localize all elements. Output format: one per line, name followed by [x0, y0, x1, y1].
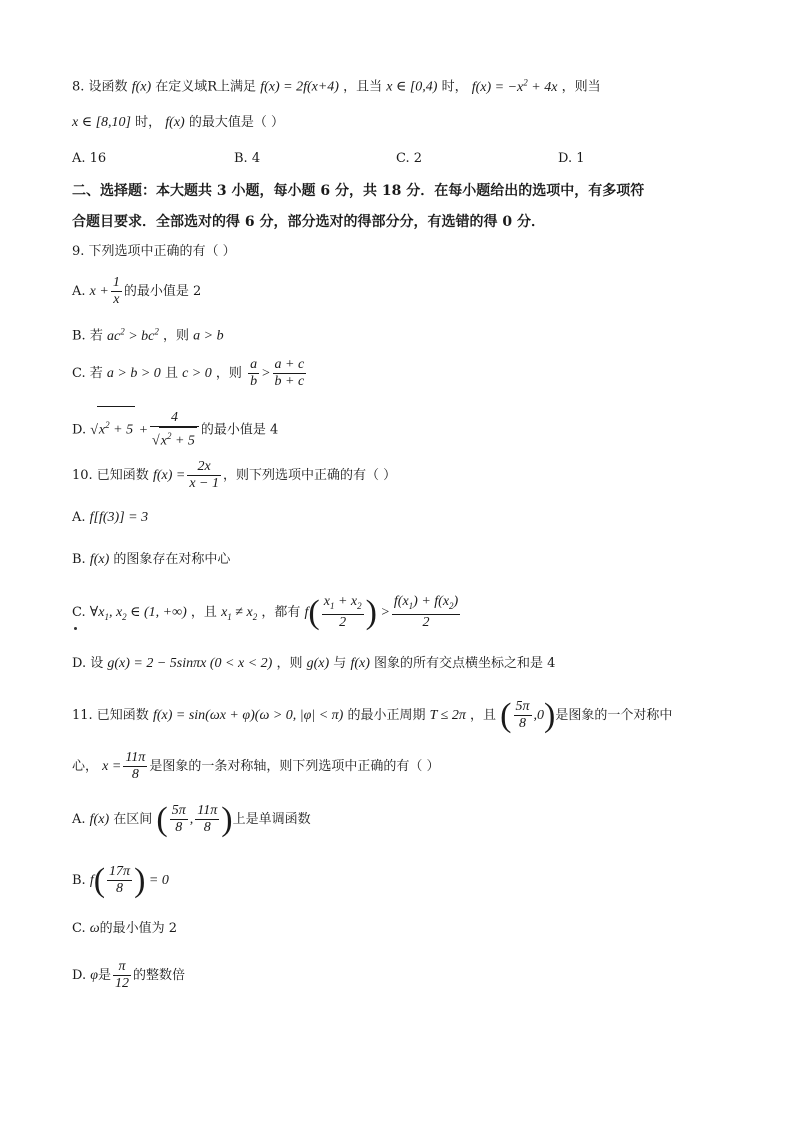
q10-d-math2: g(x): [306, 656, 330, 671]
q8-prefix: 8. 设函数: [72, 79, 128, 95]
q10-c-mid2: ，都有: [261, 604, 301, 620]
q10-fraction: $\frac{2x}{x - 1}$: [189, 459, 219, 491]
q10-option-c: [72, 594, 462, 635]
q9-a-math: x +: [89, 284, 109, 299]
q11-b-frac: $\frac{17\pi}{8}$: [109, 864, 131, 896]
q10-d-text: 图象的所有交点横坐标之和是 4: [374, 656, 556, 671]
q8-text-e: 时，: [135, 115, 162, 130]
q11-b-math-end: ) = 0: [134, 861, 169, 899]
q11-d-text: 的整数倍: [133, 968, 186, 983]
q9-b-math: $ac^2 > bc^2$: [106, 326, 159, 344]
q10-stem: [72, 459, 396, 493]
q11-a-math: f(x): [89, 812, 110, 827]
q11-stem-b: 的最小正周期: [347, 708, 426, 723]
q9-b-mid: ，则: [163, 328, 190, 344]
q10-c-math2: $x_1 \ne x_2$: [221, 604, 258, 622]
q11-c-label: C.: [72, 921, 86, 936]
q9-d-fraction: $\frac{4}{√x^2 + 5}$: [150, 410, 199, 450]
q10-stem-b: ，则下列选项中正确的有（ ）: [223, 468, 397, 483]
q11-c-text: 的最小值为 2: [99, 921, 178, 936]
q11-b-label: B.: [72, 873, 86, 888]
q9-stem: 9. 下列选项中正确的有（ ）: [72, 244, 236, 259]
q11-a-frac2: $\frac{11\pi}{8}$: [197, 803, 218, 835]
q8-option-a: A. 16: [72, 151, 107, 166]
q11-d-mid: 是: [97, 968, 111, 983]
q8-line2: [72, 113, 284, 133]
q10-c-math3: f(: [304, 593, 320, 631]
section2-heading-line2: 合题目要求．全部选对的得 6 分，部分选对的得部分分，有选错的得 0 分．: [72, 214, 545, 230]
q9-c-frac2: $\frac{a + c}{b + c}$: [274, 357, 305, 389]
q10-c-label: C.: [72, 604, 86, 620]
q8-text-a: 在定义域R上满足: [155, 79, 257, 95]
q10-d-mid: ，则: [276, 656, 303, 671]
q10-option-b: [72, 550, 230, 570]
q11-stem-line1: [72, 698, 672, 734]
q11-d-math: φ: [90, 968, 98, 983]
q8-option-c: C. 2: [396, 151, 423, 166]
q11-option-d: [72, 958, 185, 994]
q9-c-mid1: 且: [164, 366, 178, 381]
q10-c-frac2: $\frac{f(x_1) + f(x_2)}{2}$: [393, 594, 459, 630]
q11-stem-line2: [72, 749, 439, 785]
q9-b-label: B. 若: [72, 328, 103, 344]
q11-math-point: (: [500, 696, 512, 734]
q10-c-math4: ) >: [365, 593, 390, 631]
q9-c-gt: >: [261, 366, 271, 381]
q11-b-math: f(: [89, 861, 106, 899]
q10-d-math1: g(x) = 2 − 5sinπx (0 < x < 2): [107, 656, 273, 671]
q8-text-d: ，则当: [561, 79, 601, 95]
q8-option-b: B. 4: [234, 151, 261, 166]
q8-text-b: ，且当: [343, 79, 383, 95]
q9-a-label: A.: [72, 284, 86, 299]
q10-math-fx: f(x) =: [152, 468, 186, 483]
q11-a-comma: ,: [189, 812, 194, 827]
q11-option-c: [72, 919, 177, 939]
q11-frac-5pi8: $\frac{5\pi}{8}$: [515, 699, 530, 731]
q11-d-frac: $\frac{\pi}{12}$: [115, 959, 129, 991]
q9-c-label: C. 若: [72, 366, 103, 381]
q11-stem-d: 是图象的一个对称中: [555, 708, 673, 723]
q8-line1: [72, 72, 601, 98]
q10-c-math1: $\forall x_1$, $x_2$ ∈ (1, +∞): [89, 604, 187, 622]
q11-a-paren-open: (: [156, 800, 168, 838]
q9-a-fraction: $\frac{1}{x}$: [112, 275, 120, 307]
q9-c-mid2: ，则: [215, 366, 242, 381]
q9-option-c: [72, 357, 308, 391]
q9-d-text: 的最小值是 4: [200, 422, 279, 438]
q10-d-mid2: 与: [333, 656, 347, 671]
q11-d-label: D.: [72, 968, 87, 983]
q9-b-math2: a > b: [193, 328, 224, 344]
q10-stem-a: 10. 已知函数: [72, 468, 149, 483]
q11-line2-a: 心，: [72, 759, 99, 774]
q10-b-text: 的图象存在对称中心: [113, 552, 231, 567]
q9-a-text: 的最小值是 2: [123, 284, 202, 299]
q10-c-frac1: $\frac{x_1 + x_2}{2}$: [323, 594, 362, 630]
q9-c-math1: a > b > 0: [106, 366, 161, 381]
q10-d-math3: f(x): [350, 656, 370, 671]
q8-math-equation: f(x) = 2f(x+4): [260, 79, 339, 95]
q11-math-point-end: ,0): [533, 696, 556, 734]
q9-d-label: D.: [72, 422, 87, 438]
q11-option-a: [72, 802, 311, 838]
q10-option-d: [72, 654, 555, 674]
q11-c-math: ω: [89, 921, 100, 936]
q10-b-math: f(x): [89, 552, 110, 567]
q8-text-f: 的最大值是（ ）: [188, 115, 284, 130]
q11-option-b: [72, 863, 169, 899]
q8-option-d: D. 1: [558, 151, 585, 166]
q9-option-d: [72, 406, 278, 450]
q8-math-def: $f(x) = -x^2 + 4x$: [471, 77, 558, 95]
q8-math-fx2: f(x): [165, 115, 185, 130]
q11-line2-b: 是图象的一条对称轴，则下列选项中正确的有（ ）: [149, 759, 440, 774]
q11-a-text: 上是单调函数: [232, 812, 311, 827]
q9-c-math2: c > 0: [182, 366, 212, 381]
q10-a-label: A.: [72, 510, 86, 525]
q10-option-a: [72, 508, 148, 528]
q8-math-interval: x ∈ [8,10]: [72, 115, 131, 130]
q9-d-math: $√x^2 + 5$ +: [90, 423, 148, 438]
q11-a-frac1: $\frac{5\pi}{8}$: [171, 803, 186, 835]
q9-option-a: [72, 275, 201, 308]
q8-math-fx: f(x): [131, 79, 152, 95]
section2-heading-line1: 二、选择题：本大题共 3 小题，每小题 6 分，共 18 分．在每小题给出的选项中，有多项符: [72, 183, 645, 199]
q8-math-domain: x ∈ [0,4): [386, 79, 438, 95]
q10-b-label: B.: [72, 552, 86, 567]
q11-a-mid: 在区间: [113, 812, 153, 827]
q11-stem-a: 11. 已知函数: [72, 708, 149, 723]
q11-a-paren-close: ): [221, 800, 233, 838]
q8-text-c: 时，: [441, 79, 468, 95]
q10-d-label: D. 设: [72, 656, 104, 671]
q9-option-b: [72, 321, 224, 347]
q11-stem-c: ，且: [470, 708, 497, 723]
q9-c-frac1: $\frac{a}{b}$: [250, 357, 258, 389]
q8-options: [0, 149, 794, 169]
q11-frac-11pi8: $\frac{11\pi}{8}$: [125, 750, 146, 782]
q11-math-period: T ≤ 2π: [429, 708, 466, 723]
q11-a-label: A.: [72, 812, 86, 827]
q10-a-math: f[f(3)] = 3: [89, 510, 149, 525]
q11-math-def: f(x) = sin(ωx + φ)(ω > 0, |φ| < π): [152, 708, 344, 723]
q10-c-mid1: ，且: [190, 604, 217, 620]
q11-math-axis: x =: [102, 759, 122, 774]
